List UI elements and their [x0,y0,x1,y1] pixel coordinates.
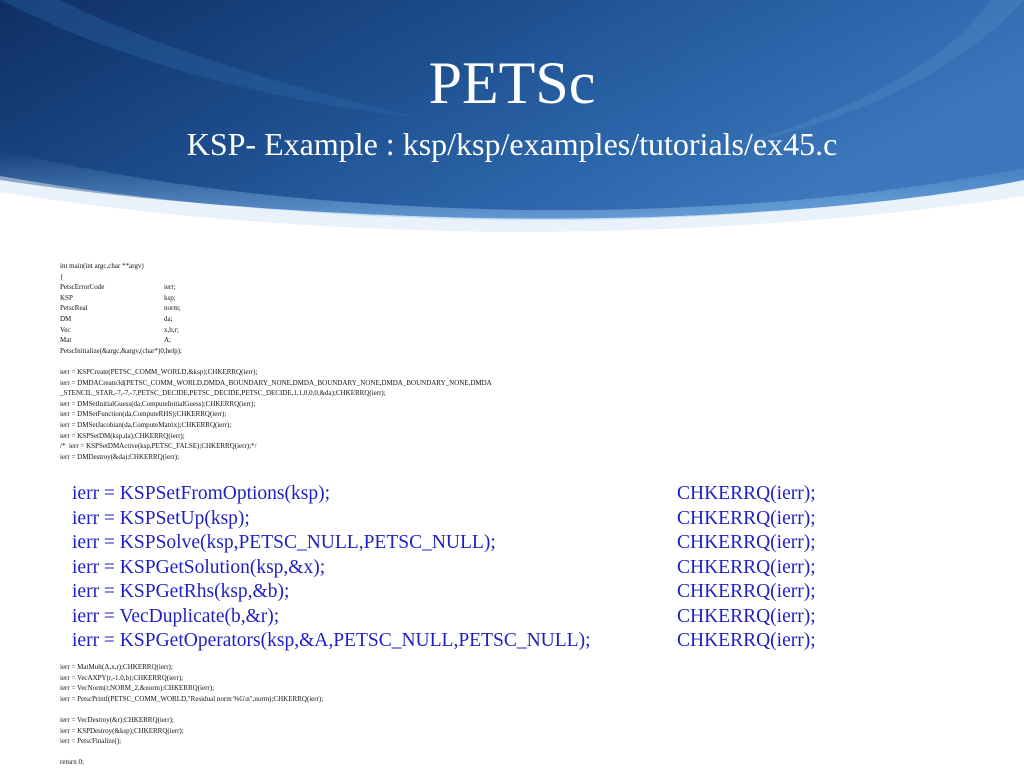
declaration-type: PetscReal [60,304,88,313]
slide-title: PETSc [428,50,596,116]
code-block-cleanup [60,662,323,768]
code-check: CHKERRQ(ierr); [677,483,816,504]
code-line: ierr = DMDACreate3d(PETSC_COMM_WORLD,DMDA_BOUNDARY_NONE,DMDA_BOUNDARY_NONE,DMDA_BOUNDARY_NONE,DMDA [60,378,492,387]
declaration-name: ksp; [164,293,176,302]
code-check: CHKERRQ(ierr); [677,605,816,627]
declaration-name: A; [164,336,171,345]
code-check: CHKERRQ(ierr); [677,532,816,553]
code-line: PetscInitialize(&argc,&argv,(char*)0,help); [60,346,182,355]
code-check: CHKERRQ(ierr); [677,507,816,529]
code-block-setup [60,261,492,462]
code-line [60,704,323,715]
declaration-row [60,282,492,293]
code-line: ierr = DMSetJacobian(da,ComputeMatrix);CHKERRQ(ierr); [60,420,232,429]
code-call: ierr = KSPGetOperators(ksp,&A,PETSC_NULL,PETSC_NULL); [72,630,591,651]
declaration-type: Mat [60,336,72,345]
code-row [72,629,872,654]
code-line [60,747,323,758]
code-row [72,605,872,630]
code-call: ierr = KSPSolve(ksp,PETSC_NULL,PETSC_NULL); [72,532,496,553]
code-line: ierr = PetscPrintf(PETSC_COMM_WORLD,"Residual norm %G\n",norm);CHKERRQ(ierr); [60,694,324,703]
code-call: ierr = KSPSetUp(ksp); [72,507,250,529]
declaration-name: norm; [164,304,181,313]
slide-subtitle: KSP- Example : ksp/ksp/examples/tutorials/ex45.c [186,126,838,162]
declaration-type: PetscErrorCode [60,283,105,292]
code-check: CHKERRQ(ierr); [677,556,816,578]
code-row [72,531,872,556]
code-line: ierr = KSPSetDM(ksp,da);CHKERRQ(ierr); [60,431,185,440]
code-call: ierr = VecDuplicate(b,&r); [72,605,280,627]
code-check: CHKERRQ(ierr); [677,581,816,602]
declaration-row [60,303,492,314]
code-line: ierr = PetscFinalize(); [60,737,122,746]
code-call: ierr = KSPGetSolution(ksp,&x); [72,556,326,578]
declaration-name: da; [164,314,173,323]
code-block-solve [72,482,872,654]
declaration-type: Vec [60,325,71,334]
code-line: { [60,272,64,281]
code-line: ierr = KSPCreate(PETSC_COMM_WORLD,&ksp);CHKERRQ(ierr); [60,367,258,376]
code-line: int main(int argc,char **argv) [60,262,144,270]
code-line: ierr = MatMult(A,x,r);CHKERRQ(ierr); [60,663,173,671]
code-line: ierr = DMDestroy(&da);CHKERRQ(ierr); [60,452,180,461]
declaration-row [60,335,492,346]
code-call: ierr = KSPSetFromOptions(ksp); [72,483,331,504]
declaration-type: KSP [60,293,73,302]
code-line: ierr = VecNorm(r,NORM_2,&norm);CHKERRQ(ierr); [60,684,215,693]
declaration-name: ierr; [164,283,176,292]
declaration-row [60,314,492,325]
code-call: ierr = KSPGetRhs(ksp,&b); [72,581,290,602]
code-row [72,556,872,581]
declaration-row [60,293,492,304]
code-line: _STENCIL_STAR,-7,-7,-7,PETSC_DECIDE,PETSC_DECIDE,PETSC_DECIDE,1,1,0,0,0,&da);CHKERRQ(ierr); [60,389,386,398]
code-line: ierr = VecDestroy(&r);CHKERRQ(ierr); [60,715,174,724]
code-line: ierr = DMSetFunction(da,ComputeRHS);CHKERRQ(ierr); [60,410,227,419]
code-line: return 0; [60,758,84,767]
code-line: ierr = KSPDestroy(&ksp);CHKERRQ(ierr); [60,726,184,735]
code-line: ierr = VecAXPY(r,-1.0,b);CHKERRQ(ierr); [60,673,184,682]
code-row [72,507,872,532]
code-line: ierr = DMSetInitialGuess(da,ComputeInitialGuess);CHKERRQ(ierr); [60,399,256,408]
code-line: /* ierr = KSPSetDMActive(ksp,PETSC_FALSE);CHKERRQ(ierr);*/ [60,442,257,451]
code-row [72,580,872,605]
declaration-row [60,325,492,336]
code-line [60,356,492,367]
declaration-name: x,b,r; [164,325,179,334]
code-check: CHKERRQ(ierr); [677,630,816,651]
code-row [72,482,872,507]
declaration-type: DM [60,314,72,323]
